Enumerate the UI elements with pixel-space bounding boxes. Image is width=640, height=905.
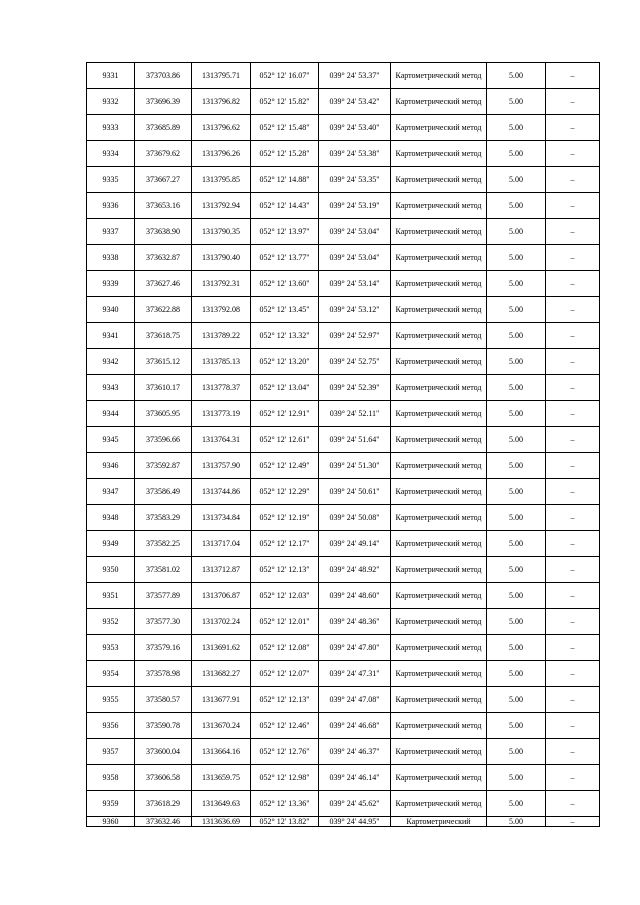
- note-cell: –: [546, 505, 600, 531]
- note-cell: –: [546, 141, 600, 167]
- longitude-cell: 039° 24' 53.37": [319, 63, 391, 89]
- y-coordinate-cell: 1313712.87: [192, 557, 251, 583]
- y-coordinate-cell: 1313789.22: [192, 323, 251, 349]
- point-number-cell: 9333: [87, 115, 135, 141]
- latitude-cell: 052° 12' 13.97": [251, 219, 319, 245]
- table-row: [87, 219, 600, 245]
- y-coordinate-cell: 1313734.84: [192, 505, 251, 531]
- method-cell: Картометрический метод: [391, 427, 487, 453]
- method-cell: Картометрический метод: [391, 141, 487, 167]
- latitude-cell: 052° 12' 12.07": [251, 661, 319, 687]
- latitude-cell: 052° 12' 13.04": [251, 375, 319, 401]
- table-row: [87, 583, 600, 609]
- x-coordinate-cell: 373578.98: [135, 661, 192, 687]
- note-cell: –: [546, 661, 600, 687]
- point-number-cell: 9348: [87, 505, 135, 531]
- table-row: [87, 271, 600, 297]
- accuracy-cell: 5.00: [487, 739, 546, 765]
- note-cell: –: [546, 713, 600, 739]
- note-cell: –: [546, 817, 600, 827]
- accuracy-cell: 5.00: [487, 531, 546, 557]
- x-coordinate-cell: 373685.89: [135, 115, 192, 141]
- point-number-cell: 9334: [87, 141, 135, 167]
- note-cell: –: [546, 63, 600, 89]
- y-coordinate-cell: 1313790.35: [192, 219, 251, 245]
- y-coordinate-cell: 1313796.62: [192, 115, 251, 141]
- method-cell: Картометрический метод: [391, 505, 487, 531]
- accuracy-cell: 5.00: [487, 401, 546, 427]
- table-row: [87, 375, 600, 401]
- longitude-cell: 039° 24' 53.38": [319, 141, 391, 167]
- latitude-cell: 052° 12' 12.13": [251, 557, 319, 583]
- note-cell: –: [546, 765, 600, 791]
- note-cell: –: [546, 323, 600, 349]
- longitude-cell: 039° 24' 50.08": [319, 505, 391, 531]
- longitude-cell: 039° 24' 51.30": [319, 453, 391, 479]
- note-cell: –: [546, 739, 600, 765]
- x-coordinate-cell: 373703.86: [135, 63, 192, 89]
- method-cell: Картометрический метод: [391, 219, 487, 245]
- method-cell: Картометрический метод: [391, 271, 487, 297]
- latitude-cell: 052° 12' 16.07": [251, 63, 319, 89]
- table-row: [87, 817, 600, 827]
- x-coordinate-cell: 373577.89: [135, 583, 192, 609]
- accuracy-cell: 5.00: [487, 63, 546, 89]
- method-cell: Картометрический метод: [391, 687, 487, 713]
- table-row: [87, 245, 600, 271]
- latitude-cell: 052° 12' 12.01": [251, 609, 319, 635]
- longitude-cell: 039° 24' 53.12": [319, 297, 391, 323]
- point-number-cell: 9360: [87, 817, 135, 827]
- latitude-cell: 052° 12' 13.60": [251, 271, 319, 297]
- y-coordinate-cell: 1313717.04: [192, 531, 251, 557]
- longitude-cell: 039° 24' 52.97": [319, 323, 391, 349]
- note-cell: –: [546, 89, 600, 115]
- point-number-cell: 9349: [87, 531, 135, 557]
- longitude-cell: 039° 24' 53.19": [319, 193, 391, 219]
- y-coordinate-cell: 1313790.40: [192, 245, 251, 271]
- y-coordinate-cell: 1313795.71: [192, 63, 251, 89]
- point-number-cell: 9355: [87, 687, 135, 713]
- latitude-cell: 052° 12' 14.43": [251, 193, 319, 219]
- x-coordinate-cell: 373696.39: [135, 89, 192, 115]
- method-cell: Картометрический метод: [391, 713, 487, 739]
- y-coordinate-cell: 1313706.87: [192, 583, 251, 609]
- longitude-cell: 039° 24' 46.14": [319, 765, 391, 791]
- note-cell: –: [546, 297, 600, 323]
- latitude-cell: 052° 12' 12.98": [251, 765, 319, 791]
- note-cell: –: [546, 271, 600, 297]
- x-coordinate-cell: 373590.78: [135, 713, 192, 739]
- x-coordinate-cell: 373610.17: [135, 375, 192, 401]
- note-cell: –: [546, 687, 600, 713]
- method-cell: Картометрический метод: [391, 245, 487, 271]
- longitude-cell: 039° 24' 46.68": [319, 713, 391, 739]
- point-number-cell: 9356: [87, 713, 135, 739]
- method-cell: Картометрический метод: [391, 453, 487, 479]
- method-cell: Картометрический: [391, 817, 487, 827]
- latitude-cell: 052° 12' 15.48": [251, 115, 319, 141]
- y-coordinate-cell: 1313757.90: [192, 453, 251, 479]
- x-coordinate-cell: 373586.49: [135, 479, 192, 505]
- table-row: [87, 713, 600, 739]
- accuracy-cell: 5.00: [487, 323, 546, 349]
- point-number-cell: 9352: [87, 609, 135, 635]
- method-cell: Картометрический метод: [391, 609, 487, 635]
- point-number-cell: 9347: [87, 479, 135, 505]
- table-row: [87, 531, 600, 557]
- y-coordinate-cell: 1313691.62: [192, 635, 251, 661]
- method-cell: Картометрический метод: [391, 89, 487, 115]
- x-coordinate-cell: 373606.58: [135, 765, 192, 791]
- longitude-cell: 039° 24' 52.39": [319, 375, 391, 401]
- note-cell: –: [546, 531, 600, 557]
- point-number-cell: 9358: [87, 765, 135, 791]
- method-cell: Картометрический метод: [391, 401, 487, 427]
- accuracy-cell: 5.00: [487, 245, 546, 271]
- x-coordinate-cell: 373579.16: [135, 635, 192, 661]
- accuracy-cell: 5.00: [487, 141, 546, 167]
- longitude-cell: 039° 24' 53.35": [319, 167, 391, 193]
- longitude-cell: 039° 24' 53.40": [319, 115, 391, 141]
- table-row: [87, 479, 600, 505]
- method-cell: Картометрический метод: [391, 323, 487, 349]
- point-number-cell: 9341: [87, 323, 135, 349]
- table-row: [87, 141, 600, 167]
- latitude-cell: 052° 12' 12.61": [251, 427, 319, 453]
- longitude-cell: 039° 24' 53.42": [319, 89, 391, 115]
- y-coordinate-cell: 1313677.91: [192, 687, 251, 713]
- longitude-cell: 039° 24' 53.04": [319, 219, 391, 245]
- x-coordinate-cell: 373667.27: [135, 167, 192, 193]
- method-cell: Картометрический метод: [391, 739, 487, 765]
- table-row: [87, 739, 600, 765]
- coordinates-table: [86, 62, 600, 827]
- x-coordinate-cell: 373615.12: [135, 349, 192, 375]
- point-number-cell: 9354: [87, 661, 135, 687]
- table-row: [87, 349, 600, 375]
- point-number-cell: 9332: [87, 89, 135, 115]
- table-row: [87, 193, 600, 219]
- point-number-cell: 9344: [87, 401, 135, 427]
- x-coordinate-cell: 373577.30: [135, 609, 192, 635]
- x-coordinate-cell: 373583.29: [135, 505, 192, 531]
- accuracy-cell: 5.00: [487, 609, 546, 635]
- y-coordinate-cell: 1313796.26: [192, 141, 251, 167]
- latitude-cell: 052° 12' 12.17": [251, 531, 319, 557]
- y-coordinate-cell: 1313659.75: [192, 765, 251, 791]
- point-number-cell: 9350: [87, 557, 135, 583]
- x-coordinate-cell: 373581.02: [135, 557, 192, 583]
- method-cell: Картометрический метод: [391, 115, 487, 141]
- longitude-cell: 039° 24' 52.75": [319, 349, 391, 375]
- y-coordinate-cell: 1313795.85: [192, 167, 251, 193]
- accuracy-cell: 5.00: [487, 791, 546, 817]
- x-coordinate-cell: 373653.16: [135, 193, 192, 219]
- note-cell: –: [546, 453, 600, 479]
- y-coordinate-cell: 1313670.24: [192, 713, 251, 739]
- longitude-cell: 039° 24' 53.04": [319, 245, 391, 271]
- table-row: [87, 609, 600, 635]
- note-cell: –: [546, 635, 600, 661]
- point-number-cell: 9353: [87, 635, 135, 661]
- longitude-cell: 039° 24' 49.14": [319, 531, 391, 557]
- x-coordinate-cell: 373679.62: [135, 141, 192, 167]
- x-coordinate-cell: 373618.29: [135, 791, 192, 817]
- note-cell: –: [546, 219, 600, 245]
- accuracy-cell: 5.00: [487, 427, 546, 453]
- y-coordinate-cell: 1313792.94: [192, 193, 251, 219]
- method-cell: Картометрический метод: [391, 375, 487, 401]
- y-coordinate-cell: 1313785.13: [192, 349, 251, 375]
- latitude-cell: 052° 12' 12.76": [251, 739, 319, 765]
- accuracy-cell: 5.00: [487, 765, 546, 791]
- note-cell: –: [546, 401, 600, 427]
- accuracy-cell: 5.00: [487, 557, 546, 583]
- note-cell: –: [546, 115, 600, 141]
- x-coordinate-cell: 373632.87: [135, 245, 192, 271]
- x-coordinate-cell: 373605.95: [135, 401, 192, 427]
- point-number-cell: 9340: [87, 297, 135, 323]
- point-number-cell: 9346: [87, 453, 135, 479]
- accuracy-cell: 5.00: [487, 89, 546, 115]
- longitude-cell: 039° 24' 47.08": [319, 687, 391, 713]
- point-number-cell: 9339: [87, 271, 135, 297]
- point-number-cell: 9359: [87, 791, 135, 817]
- table-row: [87, 401, 600, 427]
- method-cell: Картометрический метод: [391, 791, 487, 817]
- accuracy-cell: 5.00: [487, 193, 546, 219]
- y-coordinate-cell: 1313792.08: [192, 297, 251, 323]
- x-coordinate-cell: 373592.87: [135, 453, 192, 479]
- latitude-cell: 052° 12' 13.82": [251, 817, 319, 827]
- point-number-cell: 9343: [87, 375, 135, 401]
- accuracy-cell: 5.00: [487, 349, 546, 375]
- latitude-cell: 052° 12' 13.20": [251, 349, 319, 375]
- point-number-cell: 9357: [87, 739, 135, 765]
- accuracy-cell: 5.00: [487, 219, 546, 245]
- latitude-cell: 052° 12' 12.91": [251, 401, 319, 427]
- table-row: [87, 89, 600, 115]
- accuracy-cell: 5.00: [487, 687, 546, 713]
- note-cell: –: [546, 791, 600, 817]
- latitude-cell: 052° 12' 12.29": [251, 479, 319, 505]
- longitude-cell: 039° 24' 48.92": [319, 557, 391, 583]
- point-number-cell: 9338: [87, 245, 135, 271]
- latitude-cell: 052° 12' 12.49": [251, 453, 319, 479]
- table-row: [87, 63, 600, 89]
- longitude-cell: 039° 24' 48.36": [319, 609, 391, 635]
- latitude-cell: 052° 12' 12.03": [251, 583, 319, 609]
- x-coordinate-cell: 373638.90: [135, 219, 192, 245]
- longitude-cell: 039° 24' 52.11": [319, 401, 391, 427]
- point-number-cell: 9345: [87, 427, 135, 453]
- longitude-cell: 039° 24' 48.60": [319, 583, 391, 609]
- method-cell: Картометрический метод: [391, 167, 487, 193]
- y-coordinate-cell: 1313664.16: [192, 739, 251, 765]
- table-row: [87, 557, 600, 583]
- method-cell: Картометрический метод: [391, 193, 487, 219]
- y-coordinate-cell: 1313702.24: [192, 609, 251, 635]
- accuracy-cell: 5.00: [487, 479, 546, 505]
- x-coordinate-cell: 373596.66: [135, 427, 192, 453]
- table-row: [87, 687, 600, 713]
- x-coordinate-cell: 373580.57: [135, 687, 192, 713]
- point-number-cell: 9342: [87, 349, 135, 375]
- y-coordinate-cell: 1313744.86: [192, 479, 251, 505]
- table-row: [87, 765, 600, 791]
- method-cell: Картометрический метод: [391, 635, 487, 661]
- point-number-cell: 9337: [87, 219, 135, 245]
- point-number-cell: 9336: [87, 193, 135, 219]
- latitude-cell: 052° 12' 15.82": [251, 89, 319, 115]
- latitude-cell: 052° 12' 12.46": [251, 713, 319, 739]
- table-row: [87, 635, 600, 661]
- accuracy-cell: 5.00: [487, 661, 546, 687]
- y-coordinate-cell: 1313792.31: [192, 271, 251, 297]
- point-number-cell: 9351: [87, 583, 135, 609]
- y-coordinate-cell: 1313778.37: [192, 375, 251, 401]
- longitude-cell: 039° 24' 51.64": [319, 427, 391, 453]
- note-cell: –: [546, 193, 600, 219]
- accuracy-cell: 5.00: [487, 375, 546, 401]
- y-coordinate-cell: 1313636.69: [192, 817, 251, 827]
- longitude-cell: 039° 24' 46.37": [319, 739, 391, 765]
- table-row: [87, 297, 600, 323]
- table-row: [87, 427, 600, 453]
- accuracy-cell: 5.00: [487, 115, 546, 141]
- latitude-cell: 052° 12' 15.28": [251, 141, 319, 167]
- table-row: [87, 323, 600, 349]
- method-cell: Картометрический метод: [391, 531, 487, 557]
- longitude-cell: 039° 24' 45.62": [319, 791, 391, 817]
- longitude-cell: 039° 24' 47.31": [319, 661, 391, 687]
- accuracy-cell: 5.00: [487, 583, 546, 609]
- x-coordinate-cell: 373627.46: [135, 271, 192, 297]
- method-cell: Картометрический метод: [391, 557, 487, 583]
- latitude-cell: 052° 12' 13.45": [251, 297, 319, 323]
- longitude-cell: 039° 24' 50.61": [319, 479, 391, 505]
- table-row: [87, 453, 600, 479]
- x-coordinate-cell: 373582.25: [135, 531, 192, 557]
- table-row: [87, 791, 600, 817]
- y-coordinate-cell: 1313649.63: [192, 791, 251, 817]
- method-cell: Картометрический метод: [391, 765, 487, 791]
- note-cell: –: [546, 349, 600, 375]
- note-cell: –: [546, 245, 600, 271]
- x-coordinate-cell: 373622.88: [135, 297, 192, 323]
- note-cell: –: [546, 557, 600, 583]
- note-cell: –: [546, 479, 600, 505]
- y-coordinate-cell: 1313764.31: [192, 427, 251, 453]
- longitude-cell: 039° 24' 47.80": [319, 635, 391, 661]
- y-coordinate-cell: 1313682.27: [192, 661, 251, 687]
- point-number-cell: 9335: [87, 167, 135, 193]
- note-cell: –: [546, 375, 600, 401]
- x-coordinate-cell: 373618.75: [135, 323, 192, 349]
- point-number-cell: 9331: [87, 63, 135, 89]
- x-coordinate-cell: 373600.04: [135, 739, 192, 765]
- method-cell: Картометрический метод: [391, 297, 487, 323]
- latitude-cell: 052° 12' 12.13": [251, 687, 319, 713]
- accuracy-cell: 5.00: [487, 453, 546, 479]
- accuracy-cell: 5.00: [487, 505, 546, 531]
- longitude-cell: 039° 24' 53.14": [319, 271, 391, 297]
- method-cell: Картометрический метод: [391, 661, 487, 687]
- accuracy-cell: 5.00: [487, 297, 546, 323]
- longitude-cell: 039° 24' 44.95": [319, 817, 391, 827]
- method-cell: Картометрический метод: [391, 349, 487, 375]
- method-cell: Картометрический метод: [391, 479, 487, 505]
- method-cell: Картометрический метод: [391, 583, 487, 609]
- table-body: [87, 63, 600, 827]
- note-cell: –: [546, 427, 600, 453]
- latitude-cell: 052° 12' 13.36": [251, 791, 319, 817]
- table-row: [87, 115, 600, 141]
- table-row: [87, 505, 600, 531]
- note-cell: –: [546, 583, 600, 609]
- accuracy-cell: 5.00: [487, 635, 546, 661]
- y-coordinate-cell: 1313773.19: [192, 401, 251, 427]
- accuracy-cell: 5.00: [487, 167, 546, 193]
- note-cell: –: [546, 609, 600, 635]
- accuracy-cell: 5.00: [487, 817, 546, 827]
- x-coordinate-cell: 373632.46: [135, 817, 192, 827]
- latitude-cell: 052° 12' 14.88": [251, 167, 319, 193]
- latitude-cell: 052° 12' 12.08": [251, 635, 319, 661]
- latitude-cell: 052° 12' 13.32": [251, 323, 319, 349]
- table-row: [87, 167, 600, 193]
- y-coordinate-cell: 1313796.82: [192, 89, 251, 115]
- latitude-cell: 052° 12' 13.77": [251, 245, 319, 271]
- latitude-cell: 052° 12' 12.19": [251, 505, 319, 531]
- accuracy-cell: 5.00: [487, 713, 546, 739]
- note-cell: –: [546, 167, 600, 193]
- method-cell: Картометрический метод: [391, 63, 487, 89]
- table-row: [87, 661, 600, 687]
- accuracy-cell: 5.00: [487, 271, 546, 297]
